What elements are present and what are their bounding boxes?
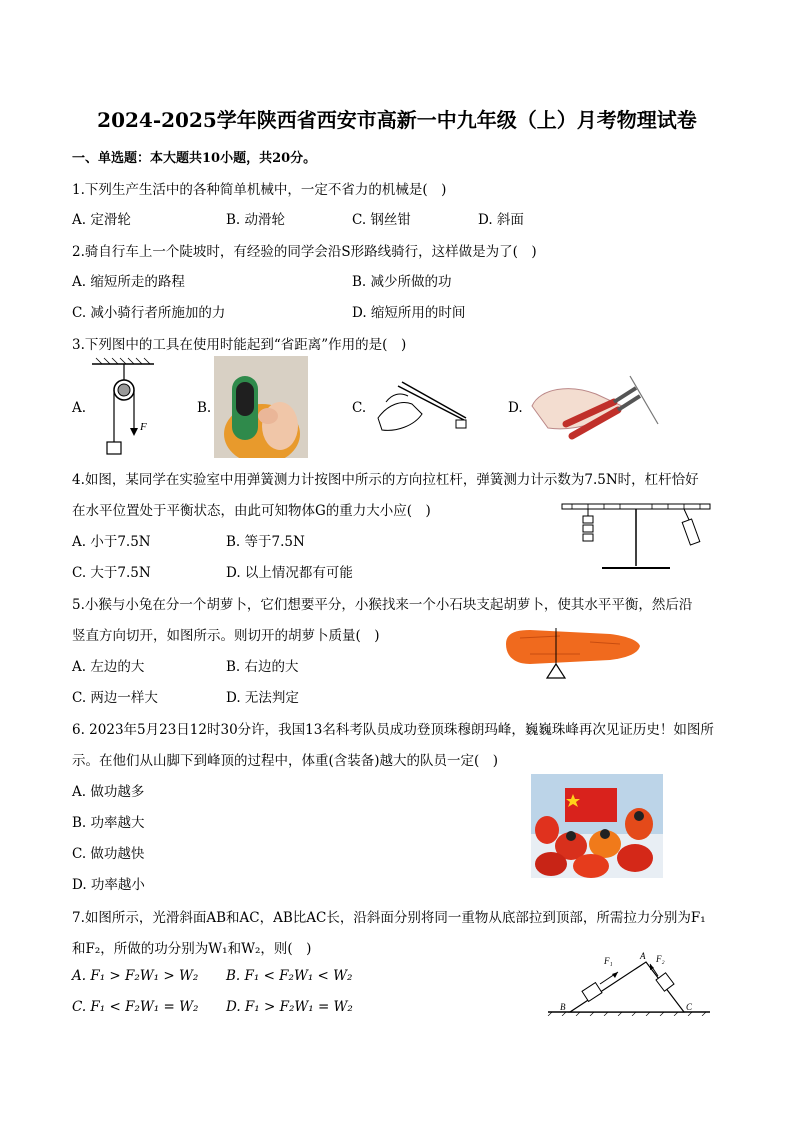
q1-option-d: D. 斜面	[478, 212, 524, 228]
q1-option-c: C. 钢丝钳	[352, 212, 411, 228]
q7-option-b: B. F₁ < F₂W₁ < W₂	[226, 968, 353, 984]
pliers-figure	[526, 366, 662, 446]
q3-option-b: B.	[197, 400, 212, 416]
incline-b-label: B	[560, 1002, 566, 1012]
q3-option-c: C.	[352, 400, 367, 416]
q7-option-d: D. F₁ > F₂W₁ = W₂	[226, 999, 353, 1015]
question-6-stem-line1: 6. 2023年5月23日12时30分许，我国13名科考队员成功登顶珠穆朗玛峰，巍巍珠峰再次见证历史！如图所	[72, 722, 714, 738]
incline-c-label: C	[686, 1002, 693, 1012]
question-6-stem-line2: 示。在他们从山脚下到峰顶的过程中，体重(含装备)越大的队员一定( )	[72, 753, 499, 769]
incline-a-label: A	[640, 951, 646, 961]
bottle-opener-photo	[214, 356, 308, 458]
tweezers-figure	[368, 374, 478, 438]
q5-option-b: B. 右边的大	[226, 659, 299, 675]
q6-option-c: C. 做功越快	[72, 846, 145, 862]
q4-option-c: C. 大于7.5N	[72, 565, 151, 581]
question-7-stem-line1: 7.如图所示，光滑斜面AB和AC，AB比AC长，沿斜面分别将同一重物从底部拉到顶部，所需拉力分别为F₁	[72, 910, 706, 926]
everest-summit-photo	[531, 774, 663, 878]
q3-option-d: D.	[508, 400, 523, 416]
q2-option-c: C. 减小骑行者所施加的力	[72, 305, 226, 321]
pulley-force-label: F	[140, 421, 147, 433]
q2-option-a: A. 缩短所走的路程	[72, 274, 185, 290]
q5-option-c: C. 两边一样大	[72, 690, 158, 706]
pulley-figure	[88, 356, 158, 456]
question-2-stem: 2.骑自行车上一个陡坡时，有经验的同学会沿S形路线骑行，这样做是为了( )	[72, 244, 537, 260]
question-1-stem: 1.下列生产生活中的各种简单机械中，一定不省力的机械是( )	[72, 182, 447, 198]
lever-figure	[558, 498, 714, 572]
question-4-stem-line1: 4.如图，某同学在实验室中用弹簧测力计按图中所示的方向拉杠杆，弹簧测力计示数为7.5N时，杠杆恰好	[72, 472, 699, 488]
incline-f2-label: F₂	[656, 954, 665, 964]
q1-option-b: B. 动滑轮	[226, 212, 286, 228]
incline-figure	[546, 950, 712, 1016]
carrot-figure	[500, 624, 642, 680]
q2-option-b: B. 减少所做的功	[352, 274, 452, 290]
page-title: 2024-2025学年陕西省西安市高新一中九年级（上）月考物理试卷	[97, 108, 697, 132]
q2-option-d: D. 缩短所用的时间	[352, 305, 466, 321]
question-4-stem-line2: 在水平位置处于平衡状态，由此可知物体G的重力大小应( )	[72, 503, 431, 519]
q4-option-a: A. 小于7.5N	[72, 534, 151, 550]
q4-option-b: B. 等于7.5N	[226, 534, 305, 550]
q1-option-a: A. 定滑轮	[72, 212, 131, 228]
q6-option-b: B. 功率越大	[72, 815, 145, 831]
q3-option-a: A.	[72, 400, 87, 416]
q6-option-d: D. 功率越小	[72, 877, 145, 893]
question-5-stem-line2: 竖直方向切开，如图所示。则切开的胡萝卜质量( )	[72, 628, 380, 644]
section-heading: 一、单选题：本大题共10小题，共20分。	[72, 151, 317, 166]
q5-option-d: D. 无法判定	[226, 690, 299, 706]
question-3-stem: 3.下列图中的工具在使用时能起到“省距离”作用的是( )	[72, 337, 407, 353]
question-5-stem-line1: 5.小猴与小兔在分一个胡萝卜，它们想要平分，小猴找来一个小石块支起胡萝卜，使其水平平衡，然后沿	[72, 597, 693, 613]
q7-option-a: A. F₁ > F₂W₁ > W₂	[72, 968, 199, 984]
q7-option-c: C. F₁ < F₂W₁ = W₂	[72, 999, 199, 1015]
incline-f1-label: F₁	[604, 956, 613, 966]
q6-option-a: A. 做功越多	[72, 784, 145, 800]
q5-option-a: A. 左边的大	[72, 659, 145, 675]
q4-option-d: D. 以上情况都有可能	[226, 565, 353, 581]
question-7-stem-line2: 和F₂，所做的功分别为W₁和W₂，则( )	[72, 941, 312, 957]
